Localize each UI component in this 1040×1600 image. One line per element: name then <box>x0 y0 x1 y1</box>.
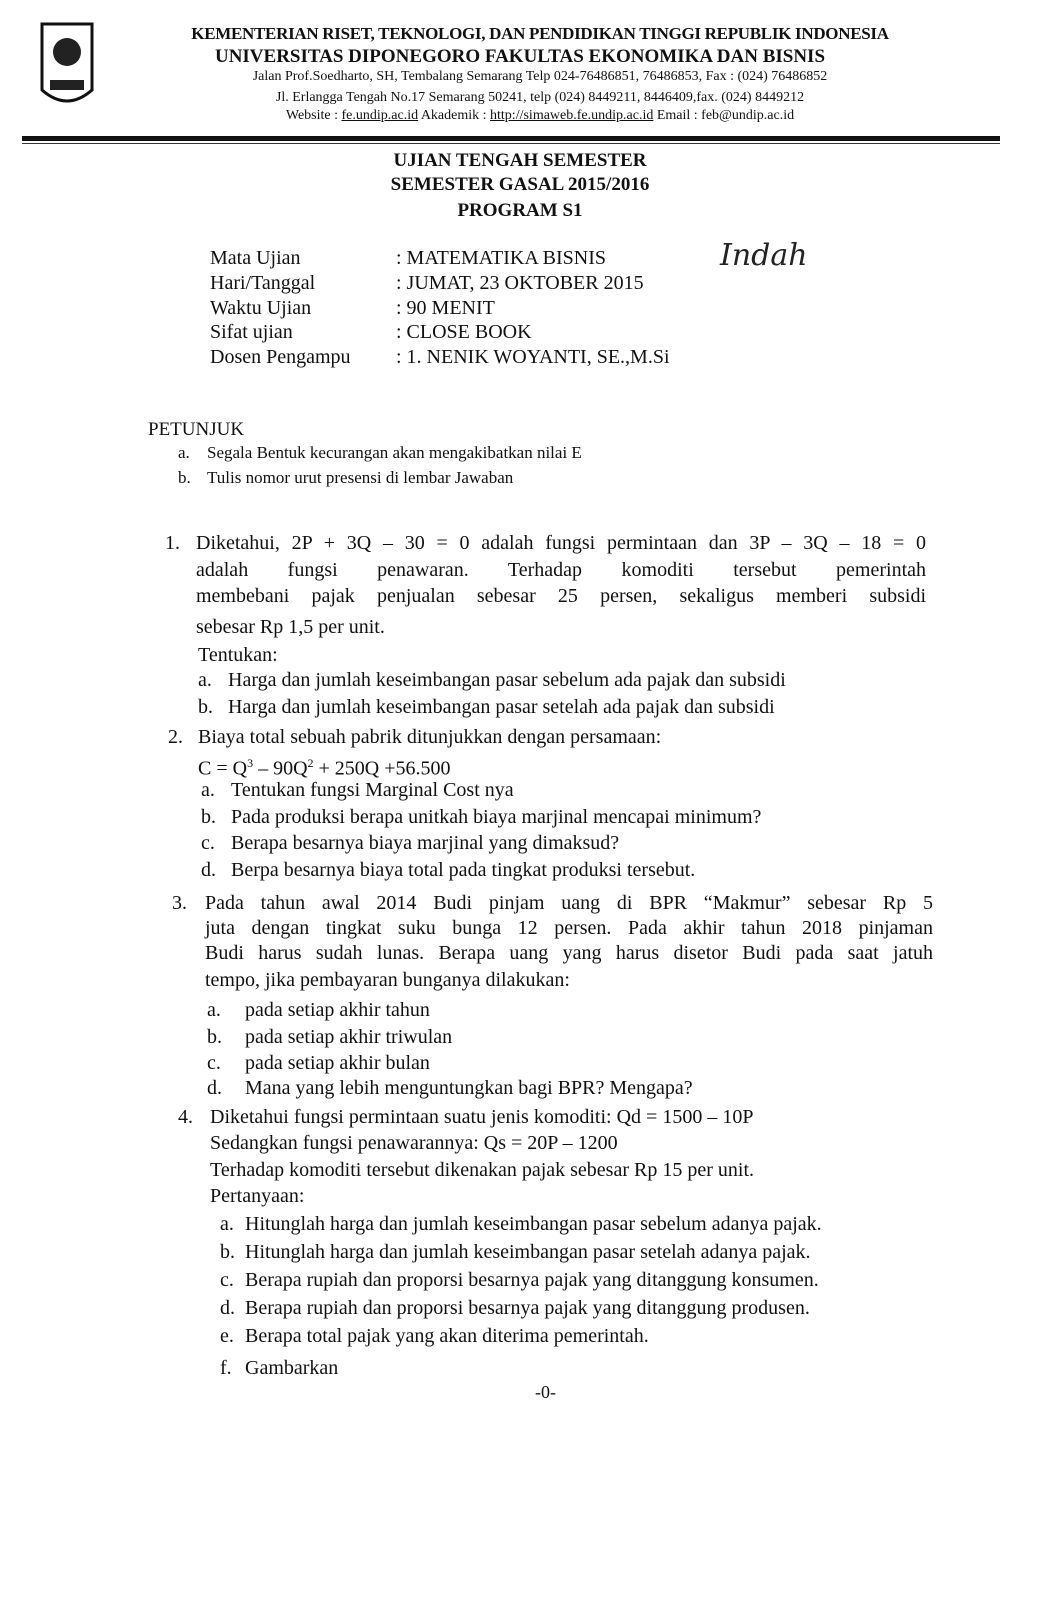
item-marker: a. <box>198 669 212 691</box>
meta-value: : 90 MENIT <box>396 297 495 319</box>
item-marker: b. <box>201 806 216 828</box>
website-link[interactable]: fe.undip.ac.id <box>341 108 419 123</box>
item-marker: d. <box>207 1077 222 1099</box>
meta-value: : JUMAT, 23 OKTOBER 2015 <box>396 272 644 294</box>
item-marker: e. <box>220 1325 234 1347</box>
contact-line <box>20 108 1040 124</box>
cost-equation <box>198 751 451 781</box>
item-text: Berpa besarnya biaya total pada tingkat produksi tersebut. <box>231 859 696 881</box>
question-number: 3. <box>172 892 187 914</box>
item-marker: d. <box>201 859 216 881</box>
item-text: Hitunglah harga dan jumlah keseimbangan pasar setelah adanya pajak. <box>245 1241 811 1263</box>
akademik-link[interactable]: http://simaweb.fe.undip.ac.id <box>490 108 654 123</box>
question-number: 2. <box>168 726 183 748</box>
item-text: Berapa rupiah dan proporsi besarnya pajak yang ditanggung konsumen. <box>245 1269 819 1291</box>
item-text: pada setiap akhir triwulan <box>245 1026 453 1048</box>
akademik-label: Akademik : <box>418 108 491 123</box>
eq-part: + 250Q +56.500 <box>313 757 451 780</box>
item-marker: c. <box>201 832 215 854</box>
question-text: tempo, jika pembayaran bunganya dilakukan: <box>205 969 570 991</box>
instructions-heading: PETUNJUK <box>148 419 245 440</box>
meta-label: Sifat ujian <box>210 321 293 343</box>
question-text: adalah fungsi penawaran. Terhadap komoditi tersebut pemerintah <box>196 559 926 581</box>
address-line-2: Jl. Erlangga Tengah No.17 Semarang 50241, telp (024) 8449211, 8446409,fax. (024) 8449212 <box>275 90 805 105</box>
eq-part: C = Q <box>198 757 248 780</box>
eq-part: – 90Q <box>253 757 308 780</box>
meta-label: Hari/Tanggal <box>210 272 316 294</box>
item-text: pada setiap akhir tahun <box>245 999 430 1021</box>
question-text: Pertanyaan: <box>210 1185 305 1207</box>
item-marker: a. <box>220 1213 234 1235</box>
question-number: 1. <box>165 532 180 554</box>
question-text: Diketahui fungsi permintaan suatu jenis komoditi: Qd = 1500 – 10P <box>210 1106 754 1128</box>
question-text: Budi harus sudah lunas. Berapa uang yang harus disetor Budi pada saat jatuh <box>205 942 933 964</box>
website-label: Website : <box>285 108 342 123</box>
question-number: 4. <box>178 1106 193 1128</box>
exam-program: PROGRAM S1 <box>457 200 583 221</box>
meta-label: Mata Ujian <box>210 247 301 269</box>
email-text: Email : feb@undip.ac.id <box>653 108 795 123</box>
exam-semester: SEMESTER GASAL 2015/2016 <box>390 174 650 195</box>
eq-exponent: 3 <box>247 756 254 770</box>
item-text: pada setiap akhir bulan <box>245 1052 430 1074</box>
instruction-text: Segala Bentuk kecurangan akan mengakibatkan nilai E <box>207 443 582 462</box>
question-text: Tentukan: <box>198 644 278 666</box>
meta-value: : 1. NENIK WOYANTI, SE.,M.Si <box>396 346 670 368</box>
instruction-marker: b. <box>178 468 191 487</box>
item-text: Harga dan jumlah keseimbangan pasar sebelum ada pajak dan subsidi <box>228 669 786 691</box>
item-marker: f. <box>220 1357 232 1379</box>
question-text: Terhadap komoditi tersebut dikenakan pajak sebesar Rp 15 per unit. <box>210 1159 754 1181</box>
meta-value: : CLOSE BOOK <box>396 321 532 343</box>
item-marker: c. <box>207 1052 221 1074</box>
item-marker: b. <box>198 696 213 718</box>
item-marker: a. <box>201 779 215 801</box>
header-divider-thin <box>22 143 1000 144</box>
page-number: -0- <box>535 1382 556 1402</box>
item-text: Pada produksi berapa unitkah biaya marjinal mencapai minimum? <box>231 806 762 828</box>
item-marker: d. <box>220 1297 235 1319</box>
item-marker: a. <box>207 999 221 1021</box>
item-text: Harga dan jumlah keseimbangan pasar setelah ada pajak dan subsidi <box>228 696 775 718</box>
meta-label: Waktu Ujian <box>210 297 312 319</box>
meta-value: : MATEMATIKA BISNIS <box>396 247 607 269</box>
item-text: Hitunglah harga dan jumlah keseimbangan pasar sebelum adanya pajak. <box>245 1213 822 1235</box>
item-text: Berapa total pajak yang akan diterima pemerintah. <box>245 1325 649 1347</box>
exam-title: UJIAN TENGAH SEMESTER <box>393 150 647 171</box>
instruction-marker: a. <box>178 443 190 462</box>
question-text: membebani pajak penjualan sebesar 25 persen, sekaligus memberi subsidi <box>196 585 926 607</box>
question-text: sebesar Rp 1,5 per unit. <box>196 616 385 638</box>
header-divider <box>22 136 1000 141</box>
item-marker: b. <box>220 1241 235 1263</box>
instruction-text: Tulis nomor urut presensi di lembar Jawaban <box>207 468 514 487</box>
eq-exponent: 2 <box>307 756 314 770</box>
question-text: Biaya total sebuah pabrik ditunjukkan dengan persamaan: <box>198 726 662 748</box>
university-name: UNIVERSITAS DIPONEGORO FAKULTAS EKONOMIKA DAN BISNIS <box>214 46 826 67</box>
item-text: Gambarkan <box>245 1357 339 1379</box>
item-text: Berapa besarnya biaya marjinal yang dimaksud? <box>231 832 620 854</box>
item-text: Mana yang lebih menguntungkan bagi BPR? Mengapa? <box>245 1077 693 1099</box>
item-text: Berapa rupiah dan proporsi besarnya pajak yang ditanggung produsen. <box>245 1297 810 1319</box>
question-text: Sedangkan fungsi penawarannya: Qs = 20P – 1200 <box>210 1132 618 1154</box>
item-marker: c. <box>220 1269 234 1291</box>
address-line-1: Jalan Prof.Soedharto, SH, Tembalang Semarang Telp 024-76486851, 76486853, Fax : (024) 76486852 <box>252 69 828 84</box>
item-marker: b. <box>207 1026 222 1048</box>
item-text: Tentukan fungsi Marginal Cost nya <box>231 779 514 801</box>
question-text: Diketahui, 2P + 3Q – 30 = 0 adalah fungsi permintaan dan 3P – 3Q – 18 = 0 <box>196 532 926 554</box>
handwritten-name: Indah <box>720 238 808 273</box>
meta-label: Dosen Pengampu <box>210 346 351 368</box>
question-text: Pada tahun awal 2014 Budi pinjam uang di BPR “Makmur” sebesar Rp 5 <box>205 892 933 914</box>
question-text: juta dengan tingkat suku bunga 12 persen. Pada akhir tahun 2018 pinjaman <box>205 917 933 939</box>
ministry-name: KEMENTERIAN RISET, TEKNOLOGI, DAN PENDIDIKAN TINGGI REPUBLIK INDONESIA <box>191 24 889 43</box>
